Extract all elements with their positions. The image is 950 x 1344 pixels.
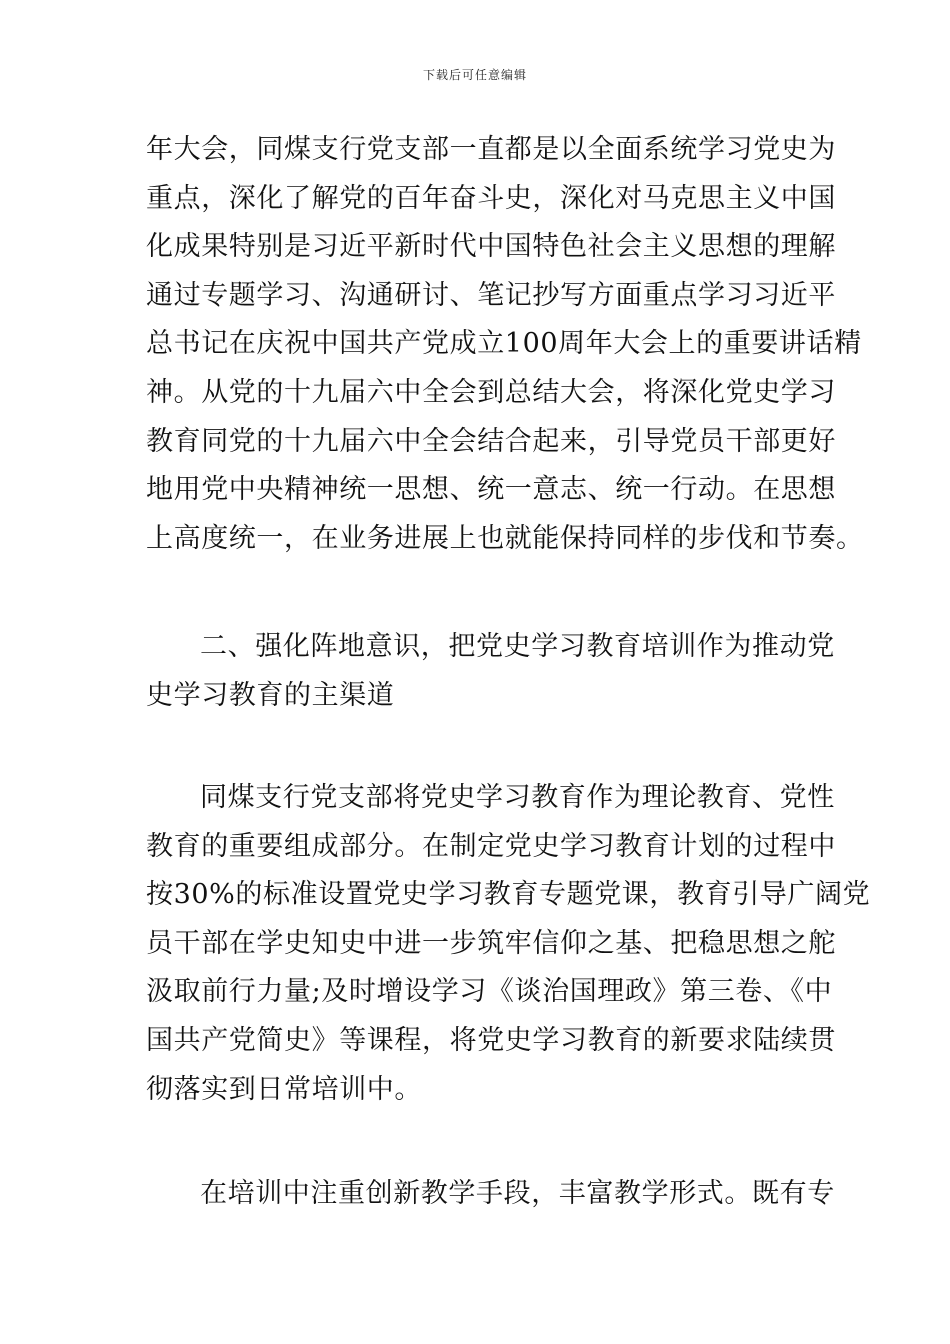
text-line: 教育同党的十九届六中全会结合起来，引导党员干部更好	[146, 425, 836, 457]
text-line: 重点，深化了解党的百年奋斗史，深化对马克思主义中国	[146, 182, 836, 214]
text-line: 总书记在庆祝中国共产党成立100周年大会上的重要讲话精	[146, 328, 862, 360]
paragraph-party-history-study	[146, 126, 864, 563]
paragraph-teaching-methods	[146, 1170, 835, 1219]
text-line: 地用党中央精神统一思想、统一意志、统一行动。在思想	[146, 474, 836, 506]
section-heading-2	[146, 623, 835, 720]
text-line: 神。从党的十九届六中全会到总结大会，将深化党史学习	[146, 376, 836, 408]
text-line: 同煤支行党支部将党史学习教育作为理论教育、党性	[200, 782, 835, 813]
text-line: 彻落实到日常培训中。	[146, 1073, 422, 1105]
text-line: 上高度统一，在业务进展上也就能保持同样的步伐和节奏。	[146, 522, 864, 554]
paragraph-training-channel	[146, 774, 871, 1114]
heading-line: 二、强化阵地意识，把党史学习教育培训作为推动党	[200, 631, 835, 662]
text-line: 年大会，同煤支行党支部一直都是以全面系统学习党史为	[146, 134, 836, 165]
text-line: 按30%的标准设置党史学习教育专题党课，教育引导广阔党	[146, 879, 871, 911]
text-line: 员干部在学史知史中进一步筑牢信仰之基、把稳思想之舵	[146, 927, 836, 959]
text-line: 化成果特别是习近平新时代中国特色社会主义思想的理解	[146, 231, 836, 263]
text-line: 国共产党简史》等课程，将党史学习教育的新要求陆续贯	[146, 1024, 836, 1056]
text-line: 通过专题学习、沟通研讨、笔记抄写方面重点学习习近平	[146, 279, 836, 311]
header-note: 下载后可任意编辑	[422, 68, 527, 82]
text-line: 在培训中注重创新教学手段，丰富教学形式。既有专	[200, 1178, 835, 1209]
text-line: 教育的重要组成部分。在制定党史学习教育计划的过程中	[146, 830, 836, 862]
text-line: 汲取前行力量;及时增设学习《谈治国理政》第三卷、《中	[146, 976, 833, 1008]
heading-line: 史学习教育的主渠道	[146, 679, 395, 711]
